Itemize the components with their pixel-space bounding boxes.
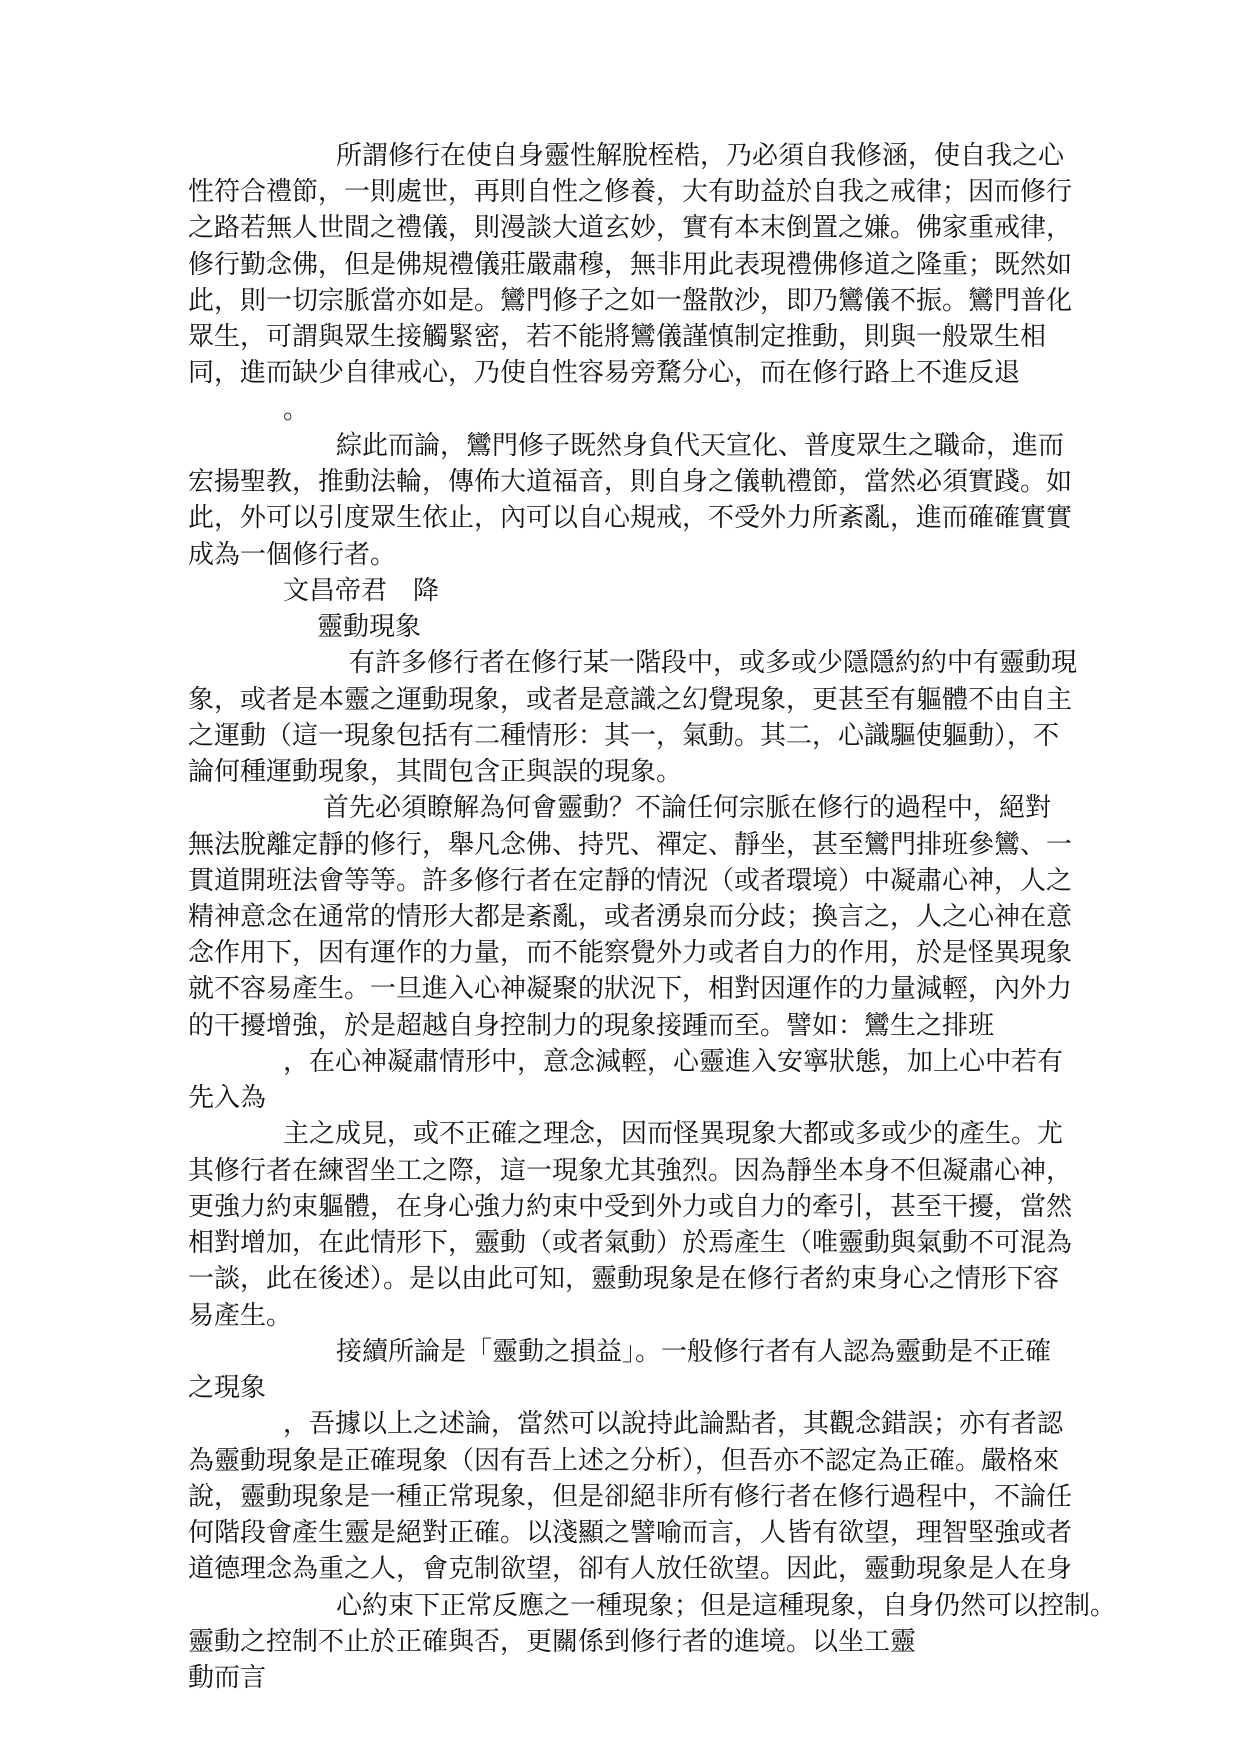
text-line: 論何種運動現象，其間包含正與誤的現象。 [188, 757, 683, 787]
text-line: 動而言 [188, 1663, 267, 1693]
text-line: 何階段會產生靈是絕對正確。以淺顯之譬喻而言，人皆有欲望，理智堅強或者 [188, 1518, 1073, 1548]
text-line: 修行勤念佛，但是佛規禮儀莊嚴肅穆，無非用此表現禮佛修道之隆重；既然如 [188, 250, 1073, 280]
text-line: 此，則一切宗脈當亦如是。鸞門修子之如一盤散沙，即乃鸞儀不振。鸞門普化 [188, 286, 1073, 316]
text-line: 有許多修行者在修行某一階段中，或多或少隱隱約約中有靈動現 [349, 648, 1078, 678]
author-line: 文昌帝君 降 [283, 576, 440, 606]
text-line: 此，外可以引度眾生依止，內可以自心規戒，不受外力所紊亂，進而確確實實 [188, 503, 1073, 533]
text-line: 先入為 [188, 1083, 267, 1113]
text-line: 成為一個修行者。 [188, 540, 397, 570]
text-line: 精神意念在通常的情形大都是紊亂，或者湧泉而分歧；換言之，人之心神在意 [188, 902, 1073, 932]
text-line: 同，進而缺少自律戒心，乃使自性容易旁騖分心，而在修行路上不進反退 [188, 358, 1021, 388]
text-line: 更強力約束軀體，在身心強力約束中受到外力或自力的牽引，甚至干擾，當然 [188, 1192, 1073, 1222]
text-line: ，在心神凝肅情形中，意念減輕，心靈進入安寧狀態，加上心中若有 [283, 1047, 1064, 1077]
text-line: 所謂修行在使自身靈性解脫桎梏，乃必須自我修涵，使自我之心 [336, 141, 1065, 171]
text-line: 之運動（這一現象包括有二種情形：其一，氣動。其二，心識驅使軀動），不 [188, 721, 1060, 751]
text-line: ，吾據以上之述論，當然可以說持此論點者，其觀念錯誤；亦有者認 [283, 1409, 1064, 1439]
text-line: 貫道開班法會等等。許多修行者在定靜的情況（或者環境）中凝肅心神，人之 [188, 866, 1073, 896]
text-line: 首先必須瞭解為何會靈動？不論任何宗脈在修行的過程中，絕對 [323, 793, 1052, 823]
text-line: 說，靈動現象是一種正常現象，但是卻絕非所有修行者在修行過程中，不論任 [188, 1482, 1073, 1512]
text-line: 之路若無人世間之禮儀，則漫談大道玄妙，實有本末倒置之嫌。佛家重戒律， [188, 213, 1073, 243]
text-line: 象，或者是本靈之運動現象，或者是意識之幻覺現象，更甚至有軀體不由自主 [188, 685, 1073, 715]
text-line: 為靈動現象是正確現象（因有吾上述之分析），但吾亦不認定為正確。嚴格來 [188, 1446, 1060, 1476]
text-line: 相對增加，在此情形下，靈動（或者氣動）於焉產生（唯靈動與氣動不可混為 [188, 1228, 1073, 1258]
text-line: 其修行者在練習坐工之際，這一現象尤其強烈。因為靜坐本身不但凝肅心神， [188, 1156, 1073, 1186]
text-line: 易產生。 [188, 1301, 293, 1331]
text-line: 眾生，可謂與眾生接觸緊密，若不能將鸞儀謹慎制定推動，則與一般眾生相 [188, 322, 1047, 352]
text-line: 道德理念為重之人，會克制欲望，卻有人放任欲望。因此，靈動現象是人在身 [188, 1554, 1073, 1584]
text-line: 。 [283, 395, 310, 425]
text-line: 之現象 [188, 1373, 267, 1403]
text-line: 靈動之控制不止於正確與否，更關係到修行者的進境。以坐工靈 [188, 1627, 917, 1657]
text-line: 性符合禮節，一則處世，再則自性之修養，大有助益於自我之戒律；因而修行 [188, 177, 1073, 207]
text-line: 心約束下正常反應之一種現象；但是這種現象，自身仍然可以控制。 [336, 1591, 1117, 1621]
text-line: 就不容易產生。一旦進入心神凝聚的狀況下，相對因運作的力量減輕，內外力 [188, 974, 1073, 1004]
text-line: 的干擾增強，於是超越自身控制力的現象接踵而至。譬如：鸞生之排班 [188, 1011, 995, 1041]
text-line: 接續所論是「靈動之損益」。一般修行者有人認為靈動是不正確 [336, 1337, 1052, 1367]
section-heading: 靈動現象 [317, 612, 422, 642]
text-line: 無法脫離定靜的修行，舉凡念佛、持咒、禪定、靜坐，甚至鸞門排班參鸞、一 [188, 830, 1073, 860]
text-line: 綜此而論，鸞門修子既然身負代天宣化、普度眾生之職命，進而 [336, 431, 1065, 461]
text-line: 宏揚聖教，推動法輪，傳佈大道福音，則自身之儀軌禮節，當然必須實踐。如 [188, 467, 1073, 497]
text-line: 主之成見，或不正確之理念，因而怪異現象大都或多或少的產生。尤 [283, 1119, 1064, 1149]
text-line: 一談，此在後述）。是以由此可知，靈動現象是在修行者約束身心之情形下容 [188, 1264, 1060, 1294]
text-line: 念作用下，因有運作的力量，而不能察覺外力或者自力的作用，於是怪異現象 [188, 938, 1073, 968]
